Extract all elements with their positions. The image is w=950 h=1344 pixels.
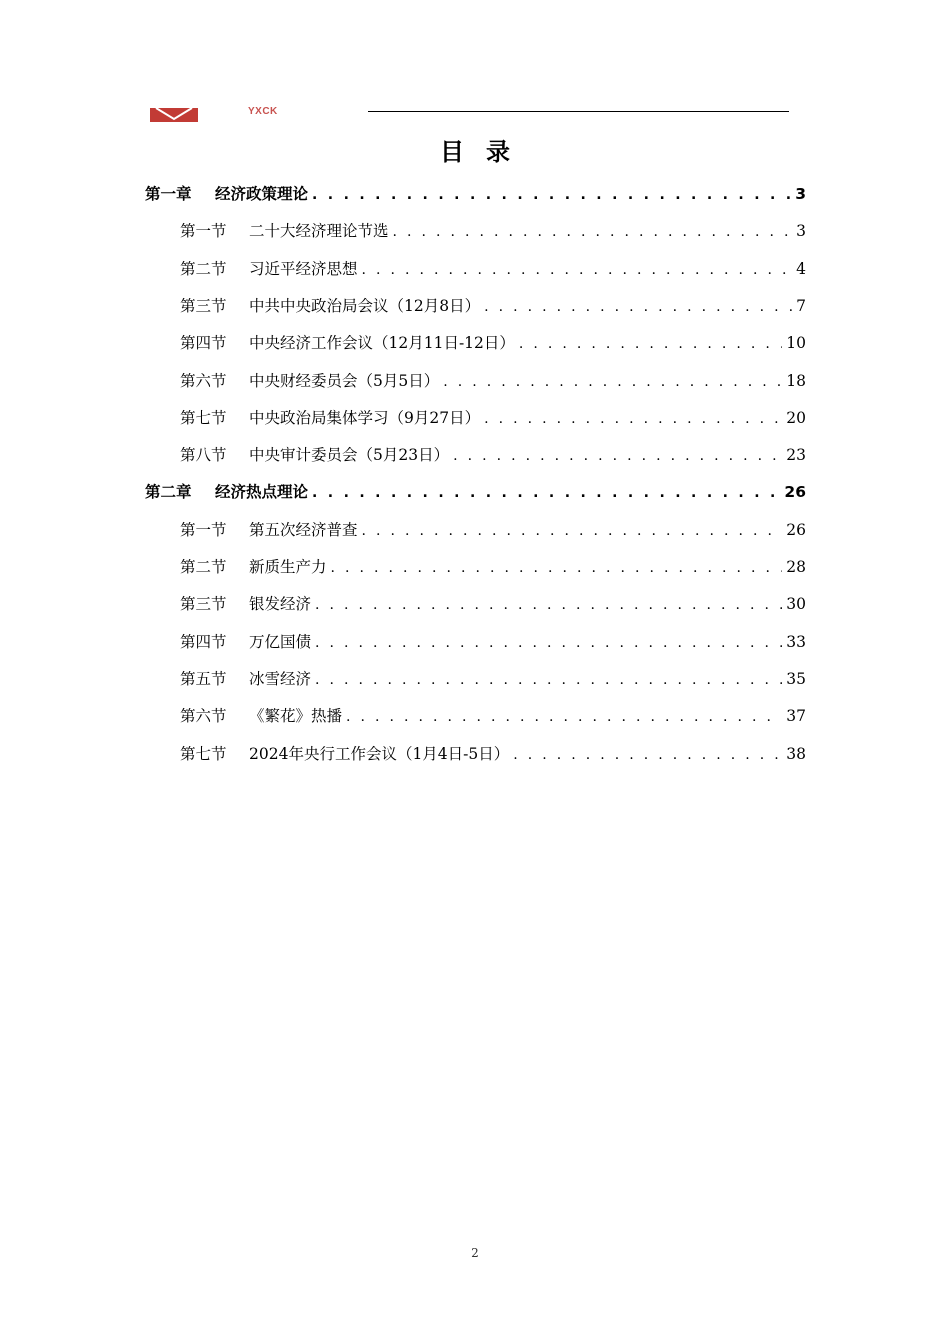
page-title: 目录 bbox=[440, 138, 532, 166]
toc-section-entry[interactable] bbox=[180, 592, 806, 614]
header-rule bbox=[368, 111, 789, 112]
toc-entry-page: 37 bbox=[786, 707, 806, 726]
toc-entry-label: 第七节 bbox=[180, 408, 227, 427]
dot-leader bbox=[443, 374, 782, 390]
toc-entry-label: 第二章 bbox=[145, 483, 192, 502]
toc-entry-page: 38 bbox=[786, 744, 806, 763]
page-number: 2 bbox=[471, 1246, 479, 1260]
toc-entry-page: 35 bbox=[786, 669, 806, 688]
toc-entry-page: 23 bbox=[786, 446, 806, 465]
toc-entry-page: 18 bbox=[786, 371, 806, 390]
toc-entry-label: 第四节 bbox=[180, 632, 227, 651]
dot-leader bbox=[315, 635, 782, 651]
toc-entry-page: 30 bbox=[786, 595, 806, 614]
toc-entry-label: 第七节 bbox=[180, 744, 227, 763]
toc-entry-title: 中央政治局集体学习（9月27日） bbox=[249, 408, 481, 427]
dot-leader bbox=[312, 485, 780, 501]
toc-entry-title: 2024年央行工作会议（1月4日-5日） bbox=[249, 744, 510, 763]
toc-entry-title: 经济热点理论 bbox=[215, 483, 309, 502]
toc-entry-page: 3 bbox=[795, 185, 806, 203]
logo-icon bbox=[150, 108, 198, 122]
toc-entry-title: 万亿国债 bbox=[249, 632, 312, 651]
toc-entry-title: 新质生产力 bbox=[249, 558, 327, 576]
dot-leader bbox=[484, 299, 792, 315]
toc-entry-title: 经济政策理论 bbox=[215, 185, 309, 203]
toc-entry-title: 第五次经济普查 bbox=[249, 520, 358, 539]
dot-leader bbox=[315, 672, 782, 688]
toc-entry-page: 20 bbox=[786, 408, 806, 427]
toc-entry-title: 《繁花》热播 bbox=[249, 707, 343, 726]
toc-entry-title: 二十大经济理论节选 bbox=[249, 222, 389, 241]
toc-section-entry[interactable] bbox=[180, 406, 806, 428]
toc-entry-page: 3 bbox=[796, 222, 806, 241]
dot-leader bbox=[393, 224, 793, 240]
toc-entry-label: 第三节 bbox=[180, 296, 227, 315]
toc-section-entry[interactable] bbox=[180, 518, 806, 540]
toc-section-entry[interactable] bbox=[180, 555, 806, 577]
toc-entry-page: 26 bbox=[784, 483, 806, 502]
toc-entry-label: 第四节 bbox=[180, 334, 227, 353]
toc-section-entry[interactable] bbox=[180, 667, 806, 689]
toc-chapter-entry[interactable] bbox=[145, 480, 806, 502]
toc-chapter-entry[interactable] bbox=[145, 182, 806, 204]
dot-leader bbox=[312, 187, 791, 203]
toc-entry-label: 第五节 bbox=[180, 669, 227, 688]
toc-entry-page: 28 bbox=[786, 558, 806, 576]
toc-section-entry[interactable] bbox=[180, 294, 806, 316]
toc-section-entry[interactable] bbox=[180, 219, 806, 241]
toc-entry-label: 第一节 bbox=[180, 520, 227, 539]
toc-entry-label: 第二节 bbox=[180, 558, 227, 576]
dot-leader bbox=[513, 747, 782, 763]
toc-section-entry[interactable] bbox=[180, 630, 806, 652]
toc-entry-label: 第八节 bbox=[180, 446, 227, 465]
toc-entry-title: 中央财经委员会（5月5日） bbox=[249, 371, 440, 390]
toc-entry-title: 中央经济工作会议（12月11日-12日） bbox=[249, 334, 515, 353]
dot-leader bbox=[453, 448, 782, 464]
dot-leader bbox=[362, 262, 793, 278]
toc-entry-title: 冰雪经济 bbox=[249, 669, 312, 688]
toc-entry-label: 第六节 bbox=[180, 371, 227, 390]
toc-section-entry[interactable] bbox=[180, 704, 806, 726]
toc-section-entry[interactable] bbox=[180, 443, 806, 465]
toc-entry-page: 33 bbox=[786, 632, 806, 651]
toc-entry-page: 4 bbox=[796, 259, 806, 278]
toc-section-entry[interactable] bbox=[180, 331, 806, 353]
toc-entry-title: 银发经济 bbox=[249, 595, 312, 614]
toc-entry-page: 7 bbox=[796, 296, 806, 315]
brand-text: YXCK bbox=[248, 106, 278, 117]
dot-leader bbox=[346, 709, 782, 725]
toc-entry-title: 习近平经济思想 bbox=[249, 259, 358, 278]
toc-entry-page: 10 bbox=[786, 334, 806, 353]
toc-section-entry[interactable] bbox=[180, 257, 806, 279]
toc-entry-label: 第一章 bbox=[145, 185, 192, 203]
dot-leader bbox=[331, 560, 783, 576]
toc-entry-page: 26 bbox=[786, 520, 806, 539]
toc-section-entry[interactable] bbox=[180, 742, 806, 764]
dot-leader bbox=[519, 336, 782, 352]
toc-entry-title: 中央审计委员会（5月23日） bbox=[249, 446, 450, 465]
toc-section-entry[interactable] bbox=[180, 369, 806, 391]
toc-entry-label: 第六节 bbox=[180, 707, 227, 726]
dot-leader bbox=[362, 523, 783, 539]
dot-leader bbox=[484, 411, 782, 427]
dot-leader bbox=[315, 597, 782, 613]
toc-entry-label: 第三节 bbox=[180, 595, 227, 614]
toc-entry-title: 中共中央政治局会议（12月8日） bbox=[249, 296, 481, 315]
toc-entry-label: 第一节 bbox=[180, 222, 227, 241]
toc-entry-label: 第二节 bbox=[180, 259, 227, 278]
